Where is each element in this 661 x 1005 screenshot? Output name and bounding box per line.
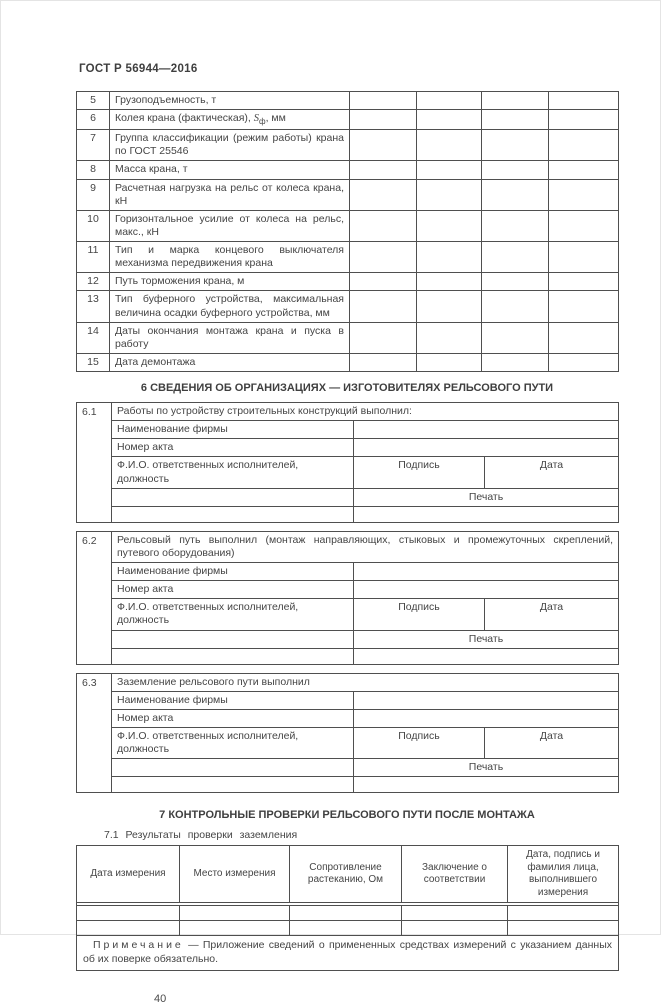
row-number: 10 (77, 210, 110, 241)
empty-cell (354, 648, 619, 664)
empty-cell (112, 648, 354, 664)
table-row (77, 921, 619, 936)
section-7-heading: 7 КОНТРОЛЬНЫЕ ПРОВЕРКИ РЕЛЬСОВОГО ПУТИ ПОСЛЕ МОНТАЖА (159, 809, 535, 822)
org-table-6-1 (76, 402, 619, 523)
note-label: Примечание (93, 939, 184, 952)
value-cell (549, 322, 619, 353)
value-cell (482, 291, 549, 322)
org-table-6-3 (76, 673, 619, 794)
row-number: 14 (77, 322, 110, 353)
value-cell (350, 273, 417, 291)
column-header: Дата, подпись и фамилия лица, выполнившего измерения (508, 846, 619, 903)
value-cell (350, 161, 417, 179)
value-cell (482, 161, 549, 179)
measurement-cell (508, 921, 619, 936)
fio-value-cell (112, 759, 354, 777)
value-cell (549, 92, 619, 110)
value-cell (417, 179, 482, 210)
org-title-cell: Рельсовый путь выполнил (монтаж направляющих, стыковых и промежуточных скреплений, путевого оборудования) (112, 531, 619, 562)
table-row (77, 242, 619, 273)
table-row (77, 161, 619, 179)
table-row (77, 599, 619, 630)
measurement-cell (77, 921, 180, 936)
value-cell (417, 273, 482, 291)
fio-value-cell (112, 488, 354, 506)
stamp-cell: Печать (354, 759, 619, 777)
table-row (77, 403, 619, 421)
row-label: Тип буферного устройства, максимальная величина осадки буферного устройства, мм (110, 291, 350, 322)
empty-cell (354, 777, 619, 793)
table-row (77, 353, 619, 371)
value-cell (350, 353, 417, 371)
measurement-cell (508, 906, 619, 921)
row-number: 7 (77, 130, 110, 161)
table-row (77, 110, 619, 130)
section-7-1-subheading: 7.1 Результаты проверки заземления (104, 829, 298, 842)
act-value-cell (354, 439, 619, 457)
empty-cell (112, 777, 354, 793)
org-section-number: 6.2 (77, 531, 112, 664)
value-cell (482, 210, 549, 241)
row-label: Расчетная нагрузка на рельс от колеса крана, кН (110, 179, 350, 210)
row-number: 6 (77, 110, 110, 130)
firm-value-cell (354, 563, 619, 581)
measurement-cell (402, 906, 508, 921)
column-header: Дата измерения (77, 846, 180, 903)
value-cell (549, 110, 619, 130)
table-row (77, 709, 619, 727)
firm-label-cell: Наименование фирмы (112, 691, 354, 709)
table-row (77, 673, 619, 691)
table-row (77, 759, 619, 777)
stamp-cell: Печать (354, 488, 619, 506)
value-cell (350, 291, 417, 322)
value-cell (417, 242, 482, 273)
value-cell (350, 110, 417, 130)
value-cell (549, 291, 619, 322)
row-label: Грузоподъемность, т (110, 92, 350, 110)
table-row (77, 210, 619, 241)
value-cell (350, 322, 417, 353)
row-number: 12 (77, 273, 110, 291)
firm-value-cell (354, 421, 619, 439)
section-6-heading: 6 СВЕДЕНИЯ ОБ ОРГАНИЗАЦИЯХ — ИЗГОТОВИТЕЛЯХ РЕЛЬСОВОГО ПУТИ (140, 382, 554, 395)
table-row (77, 457, 619, 488)
row-label: Тип и марка концевого выключателя механизма передвижения крана (110, 242, 350, 273)
document-standard-title: ГОСТ Р 56944—2016 (79, 63, 198, 75)
measurement-cell (77, 906, 180, 921)
act-label-cell: Номер акта (112, 439, 354, 457)
value-cell (549, 353, 619, 371)
row-number: 5 (77, 92, 110, 110)
page-number: 40 (154, 992, 167, 1005)
value-cell (417, 291, 482, 322)
act-value-cell (354, 581, 619, 599)
date-header-cell: Дата (485, 599, 619, 630)
value-cell (482, 273, 549, 291)
firm-label-cell: Наименование фирмы (112, 421, 354, 439)
value-cell (350, 179, 417, 210)
note-text: — Приложение сведений о примененных средствах измерений с указанием данных об их поверке обязательно. (83, 939, 613, 965)
row-number: 8 (77, 161, 110, 179)
note-cell (77, 936, 619, 970)
column-header: Сопротивление растеканию, Ом (290, 846, 402, 903)
value-cell (482, 242, 549, 273)
act-label-cell: Номер акта (112, 581, 354, 599)
value-cell (417, 92, 482, 110)
row-label: Группа классификации (режим работы) крана по ГОСТ 25546 (110, 130, 350, 161)
org-title-cell: Заземление рельсового пути выполнил (112, 673, 619, 691)
row-label: Дата демонтажа (110, 353, 350, 371)
act-label-cell: Номер акта (112, 709, 354, 727)
header-row (77, 846, 619, 903)
table-row (77, 291, 619, 322)
empty-cell (112, 506, 354, 522)
table-row (77, 273, 619, 291)
value-cell (549, 161, 619, 179)
value-cell (350, 92, 417, 110)
table-row (77, 906, 619, 921)
org-section-number: 6.3 (77, 673, 112, 793)
column-header: Место измерения (180, 846, 290, 903)
value-cell (417, 210, 482, 241)
table-row (77, 777, 619, 793)
org-title-cell: Работы по устройству строительных конструкций выполнил: (112, 403, 619, 421)
org-section-number: 6.1 (77, 403, 112, 523)
value-cell (417, 110, 482, 130)
fio-label-cell: Ф.И.О. ответственных исполнителей, должность (112, 457, 354, 488)
measurement-cell (402, 921, 508, 936)
value-cell (350, 130, 417, 161)
track-gauge-symbol: S (253, 113, 259, 125)
row-number: 15 (77, 353, 110, 371)
table-row (77, 130, 619, 161)
value-cell (417, 353, 482, 371)
row-label: Путь торможения крана, м (110, 273, 350, 291)
date-header-cell: Дата (485, 457, 619, 488)
org-table-6-2 (76, 531, 619, 665)
table-row (77, 531, 619, 562)
signature-header-cell: Подпись (354, 728, 485, 759)
act-value-cell (354, 709, 619, 727)
value-cell (350, 242, 417, 273)
table-row (77, 421, 619, 439)
note-row (77, 936, 619, 970)
value-cell (417, 161, 482, 179)
table-row (77, 179, 619, 210)
table-row (77, 630, 619, 648)
row-number: 13 (77, 291, 110, 322)
row-label: Даты окончания монтажа крана и пуска в работу (110, 322, 350, 353)
value-cell (482, 353, 549, 371)
table-row (77, 439, 619, 457)
value-cell (482, 110, 549, 130)
value-cell (482, 179, 549, 210)
signature-header-cell: Подпись (354, 457, 485, 488)
firm-value-cell (354, 691, 619, 709)
row-label: Масса крана, т (110, 161, 350, 179)
table-row (77, 691, 619, 709)
table-row (77, 506, 619, 522)
value-cell (549, 179, 619, 210)
value-cell (549, 130, 619, 161)
table-row (77, 92, 619, 110)
table-row (77, 581, 619, 599)
table-row (77, 563, 619, 581)
table-row (77, 648, 619, 664)
measurement-cell (290, 921, 402, 936)
value-cell (549, 242, 619, 273)
value-cell (350, 210, 417, 241)
row-number: 11 (77, 242, 110, 273)
stamp-cell: Печать (354, 630, 619, 648)
measurement-cell (290, 906, 402, 921)
fio-label-cell: Ф.И.О. ответственных исполнителей, должность (112, 599, 354, 630)
table-row (77, 322, 619, 353)
column-header: Заключение о соответствии (402, 846, 508, 903)
table-row (77, 488, 619, 506)
value-cell (549, 273, 619, 291)
value-cell (482, 92, 549, 110)
row-label: Горизонтальное усилие от колеса на рельс, макс., кН (110, 210, 350, 241)
grounding-table (76, 845, 619, 970)
table-row (77, 728, 619, 759)
crane-spec-table (76, 91, 619, 372)
value-cell (549, 210, 619, 241)
empty-cell (354, 506, 619, 522)
firm-label-cell: Наименование фирмы (112, 563, 354, 581)
fio-label-cell: Ф.И.О. ответственных исполнителей, должность (112, 728, 354, 759)
value-cell (417, 130, 482, 161)
value-cell (482, 130, 549, 161)
signature-header-cell: Подпись (354, 599, 485, 630)
row-number: 9 (77, 179, 110, 210)
row-label: Колея крана (фактическая), $S_ф$, мм (110, 110, 350, 130)
measurement-cell (180, 906, 290, 921)
date-header-cell: Дата (485, 728, 619, 759)
fio-value-cell (112, 630, 354, 648)
measurement-cell (180, 921, 290, 936)
value-cell (482, 322, 549, 353)
value-cell (417, 322, 482, 353)
